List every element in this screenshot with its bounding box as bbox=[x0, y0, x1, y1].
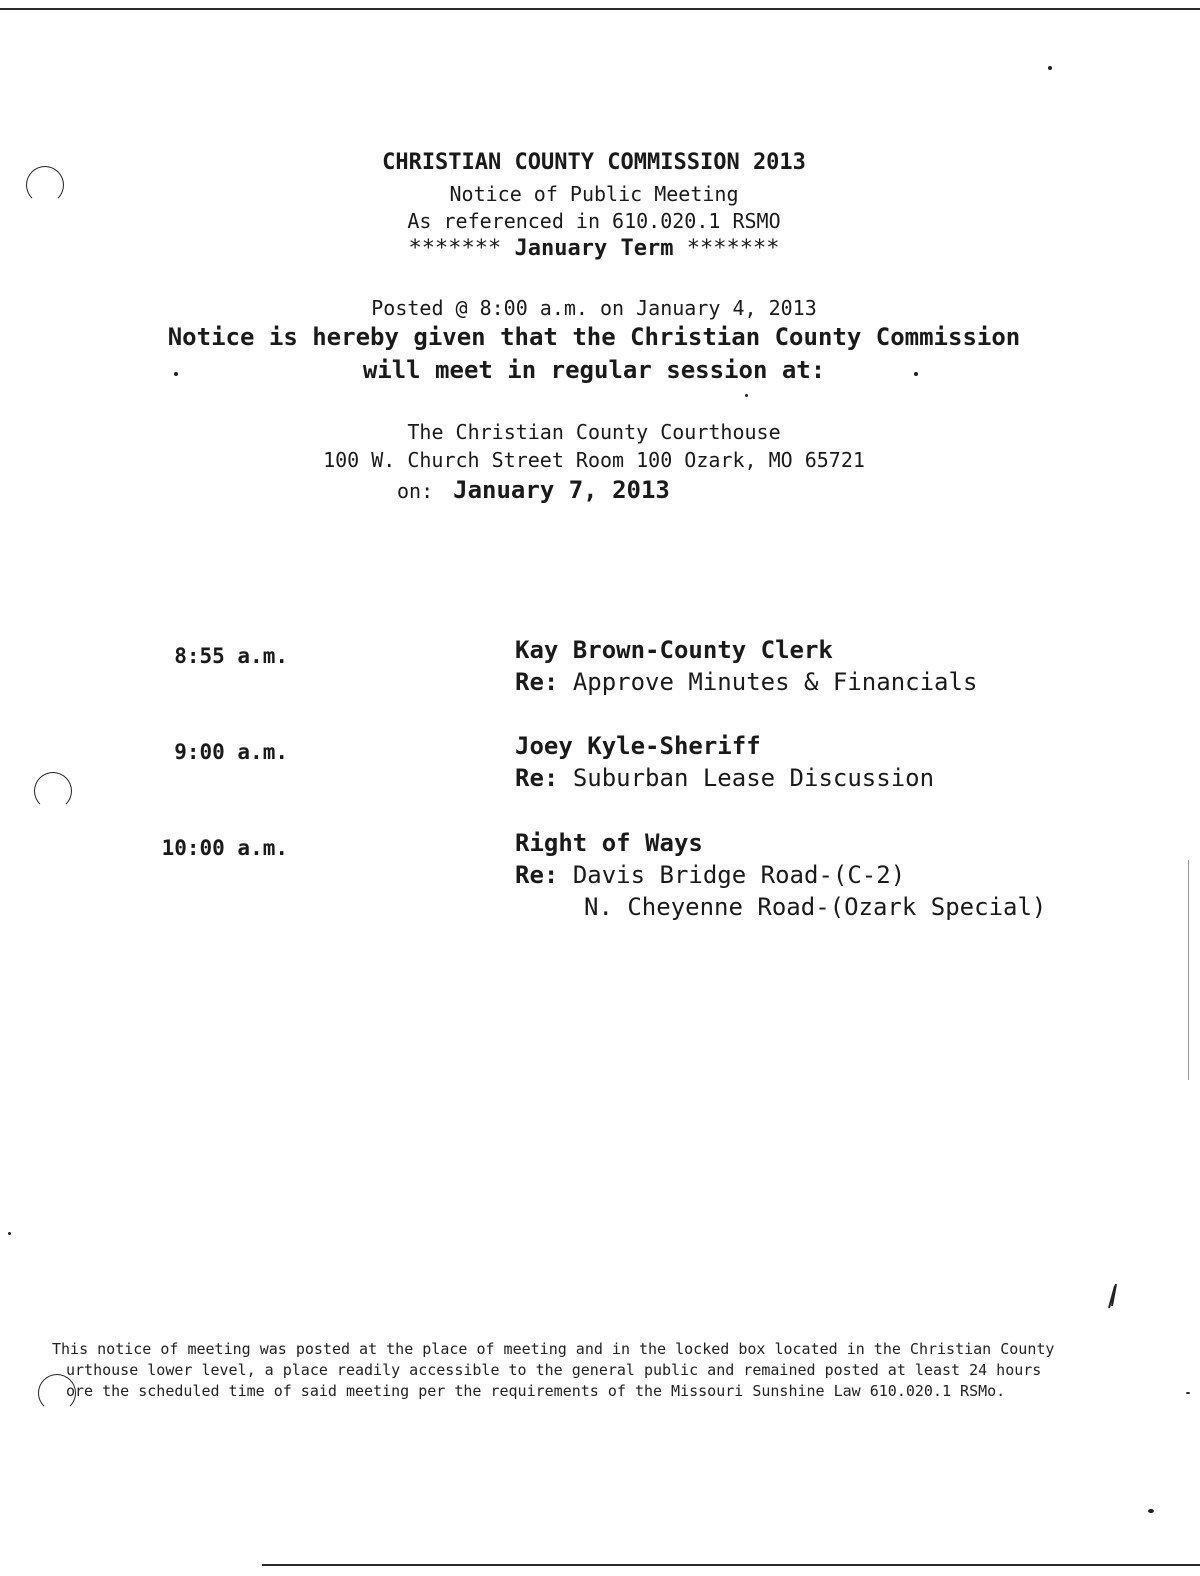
agenda-topic: Suburban Lease Discussion bbox=[572, 764, 935, 792]
page-top-edge bbox=[0, 8, 1200, 10]
notice-line-2: will meet in regular session at: bbox=[362, 356, 826, 384]
agenda-time: 9:00 a.m. bbox=[174, 740, 288, 764]
scan-speck bbox=[1048, 66, 1052, 70]
agenda-topic: Davis Bridge Road-(C-2) bbox=[572, 861, 906, 889]
agenda-regarding bbox=[515, 668, 977, 696]
scan-speck bbox=[8, 1232, 11, 1235]
agenda-presenter: Kay Brown-County Clerk bbox=[515, 636, 833, 664]
agenda-topic: N. Cheyenne Road-(Ozark Special) bbox=[584, 893, 1047, 921]
agenda-topic: Approve Minutes & Financials bbox=[572, 668, 978, 696]
courthouse-address: 100 W. Church Street Room 100 Ozark, MO 65721 bbox=[323, 448, 865, 472]
re-label: Re: bbox=[515, 668, 559, 696]
agenda-regarding bbox=[515, 861, 905, 889]
agenda-regarding bbox=[515, 764, 934, 792]
footer-line-2: urthouse lower level, a place readily accessible to the general public and remained posted at least 24 hours bbox=[66, 1361, 1042, 1379]
term-stars-right: ******* bbox=[686, 236, 780, 261]
statute-reference: As referenced in 610.020.1 RSMO bbox=[407, 209, 781, 233]
courthouse-name: The Christian County Courthouse bbox=[407, 420, 781, 444]
scan-speck bbox=[1148, 1509, 1154, 1513]
posted-line: Posted @ 8:00 a.m. on January 4, 2013 bbox=[371, 296, 817, 320]
term-label: January Term bbox=[514, 236, 674, 261]
page-bottom-edge bbox=[262, 1564, 1200, 1566]
scan-speck bbox=[1186, 1392, 1190, 1394]
on-label: on: bbox=[397, 479, 434, 503]
re-label: Re: bbox=[515, 764, 559, 792]
term-heading bbox=[0, 236, 1188, 261]
agenda-presenter: Right of Ways bbox=[515, 829, 703, 857]
notice-line-1: Notice is hereby given that the Christian County Commission bbox=[167, 323, 1021, 351]
meeting-date: January 7, 2013 bbox=[453, 476, 670, 504]
pen-mark bbox=[1104, 1282, 1120, 1312]
agenda-time: 8:55 a.m. bbox=[174, 644, 288, 668]
re-label: Re: bbox=[515, 861, 559, 889]
term-stars-left: ******* bbox=[408, 236, 502, 261]
footer-line-3: ore the scheduled time of said meeting per the requirements of the Missouri Sunshine Law 610.020.1 RSMo. bbox=[66, 1382, 1006, 1400]
agenda-presenter: Joey Kyle-Sheriff bbox=[515, 732, 761, 760]
meeting-date-line bbox=[397, 476, 670, 504]
posting-certification-note bbox=[52, 1339, 1142, 1402]
footer-line-1: This notice of meeting was posted at the place of meeting and in the locked box located in the Christian County bbox=[52, 1340, 1055, 1358]
agenda-time: 10:00 a.m. bbox=[161, 836, 288, 860]
page-right-edge bbox=[1188, 860, 1189, 1080]
scan-speck bbox=[745, 394, 748, 397]
document-title: CHRISTIAN COUNTY COMMISSION 2013 bbox=[382, 150, 806, 175]
document-subtitle: Notice of Public Meeting bbox=[449, 182, 739, 206]
punch-hole-mark bbox=[34, 772, 72, 810]
